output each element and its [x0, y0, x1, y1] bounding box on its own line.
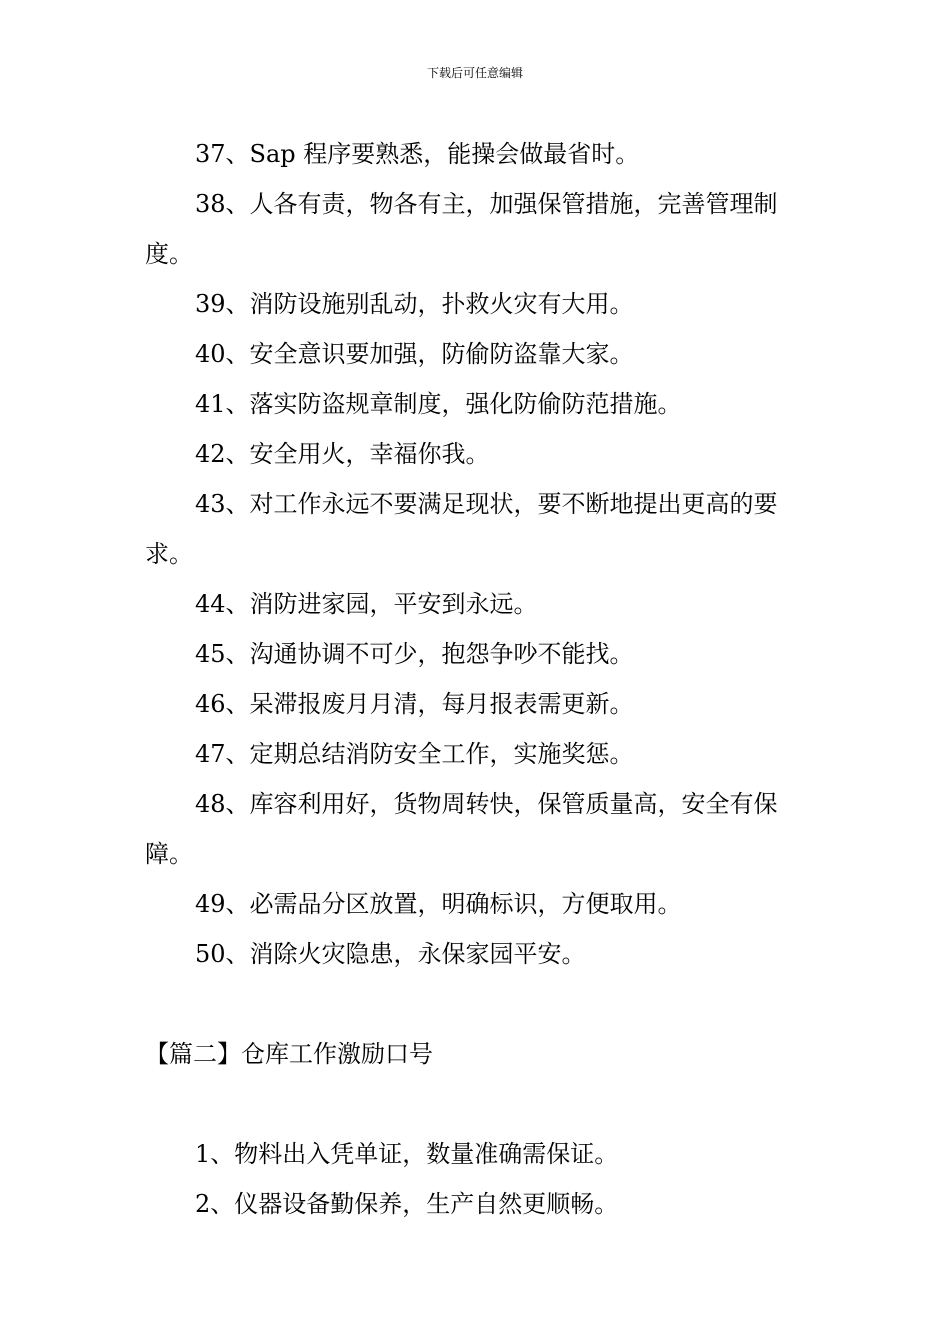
list-item: 38、人各有责，物各有主，加强保管措施，完善管理制度。	[145, 190, 778, 268]
list-item: 41、落实防盗规章制度，强化防偷防范措施。	[195, 390, 682, 418]
list-item: 45、沟通协调不可少，抱怨争吵不能找。	[195, 640, 634, 668]
list-item: 40、安全意识要加强，防偷防盗靠大家。	[195, 340, 634, 368]
list-item: 1、物料出入凭单证，数量准确需保证。	[195, 1140, 619, 1168]
list-item: 48、库容利用好，货物周转快，保管质量高，安全有保障。	[145, 790, 778, 868]
list-item: 42、安全用火，幸福你我。	[195, 440, 490, 468]
list-item: 37、Sap 程序要熟悉，能操会做最省时。	[195, 140, 640, 168]
list-item: 2、仪器设备勤保养，生产自然更顺畅。	[195, 1190, 619, 1218]
list-item: 43、对工作永远不要满足现状，要不断地提出更高的要求。	[145, 490, 778, 568]
page-header: 下载后可任意编辑	[426, 66, 523, 80]
list-item: 47、定期总结消防安全工作，实施奖惩。	[195, 740, 634, 768]
section-title: 【篇二】仓库工作激励口号	[145, 1040, 433, 1068]
list-item: 50、消除火灾隐患，永保家园平安。	[195, 940, 586, 968]
list-item: 39、消防设施别乱动，扑救火灾有大用。	[195, 290, 634, 318]
list-item: 49、必需品分区放置，明确标识，方便取用。	[195, 890, 682, 918]
document-body	[145, 129, 810, 1229]
list-item: 46、呆滞报废月月清，每月报表需更新。	[195, 690, 634, 718]
list-item: 44、消防进家园，平安到永远。	[195, 590, 538, 618]
